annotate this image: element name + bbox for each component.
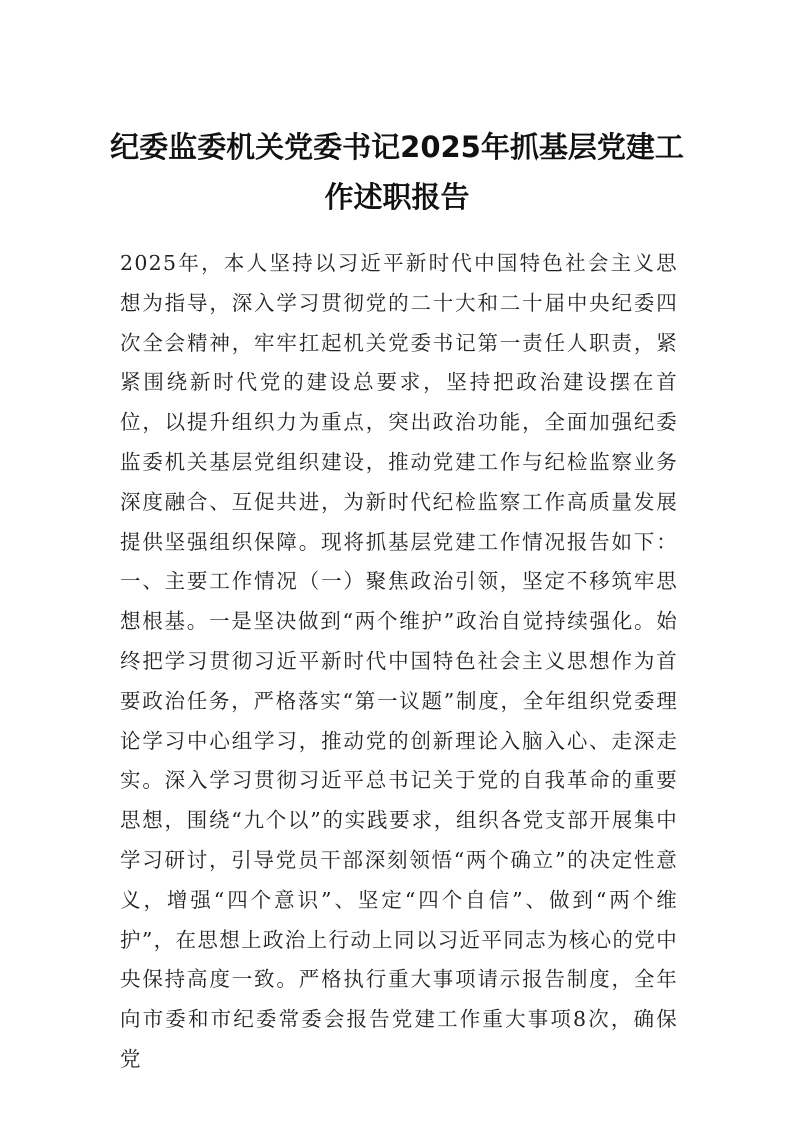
document-title: 纪委监委机关党委书记2025年抓基层党建工作述职报告 (110, 130, 684, 214)
document-body-paragraph: 2025年，本人坚持以习近平新时代中国特色社会主义思想为指导，深入学习贯彻党的二十大和二十届中央纪委四次全会精神，牢牢扛起机关党委书记第一责任人职责，紧紧围绕新时代党的建设总要求，坚持把政治建设摆在首位，以提升组织力为重点，突出政治功能，全面加强纪委监委机关基层党组织建设，推动党建工作与纪检监察业务深度融合、互促共进，为新时代纪检监察工作高质量发展提供坚强组织保障。现将抓基层党建工作情况报告如下：一、主要工作情况（一）聚焦政治引领，坚定不移筑牢思想根基。一是坚决做到“两个维护”政治自觉持续强化。始终把学习贯彻习近平新时代中国特色社会主义思想作为首要政治任务，严格落实“第一议题”制度，全年组织党委理论学习中心组学习，推动党的创新理论入脑入心、走深走实。深入学习贯彻习近平总书记关于党的自我革命的重要思想，围绕“九个以”的实践要求，组织各党支部开展集中学习研讨，引导党员干部深刻领悟“两个确立”的决定性意义，增强“四个意识”、坚定“四个自信”、做到“两个维护”，在思想上政治上行动上同以习近平同志为核心的党中央保持高度一致。严格执行重大事项请示报告制度，全年向市委和市纪委常委会报告党建工作重大事项8次，确保党 (120, 251, 678, 1071)
